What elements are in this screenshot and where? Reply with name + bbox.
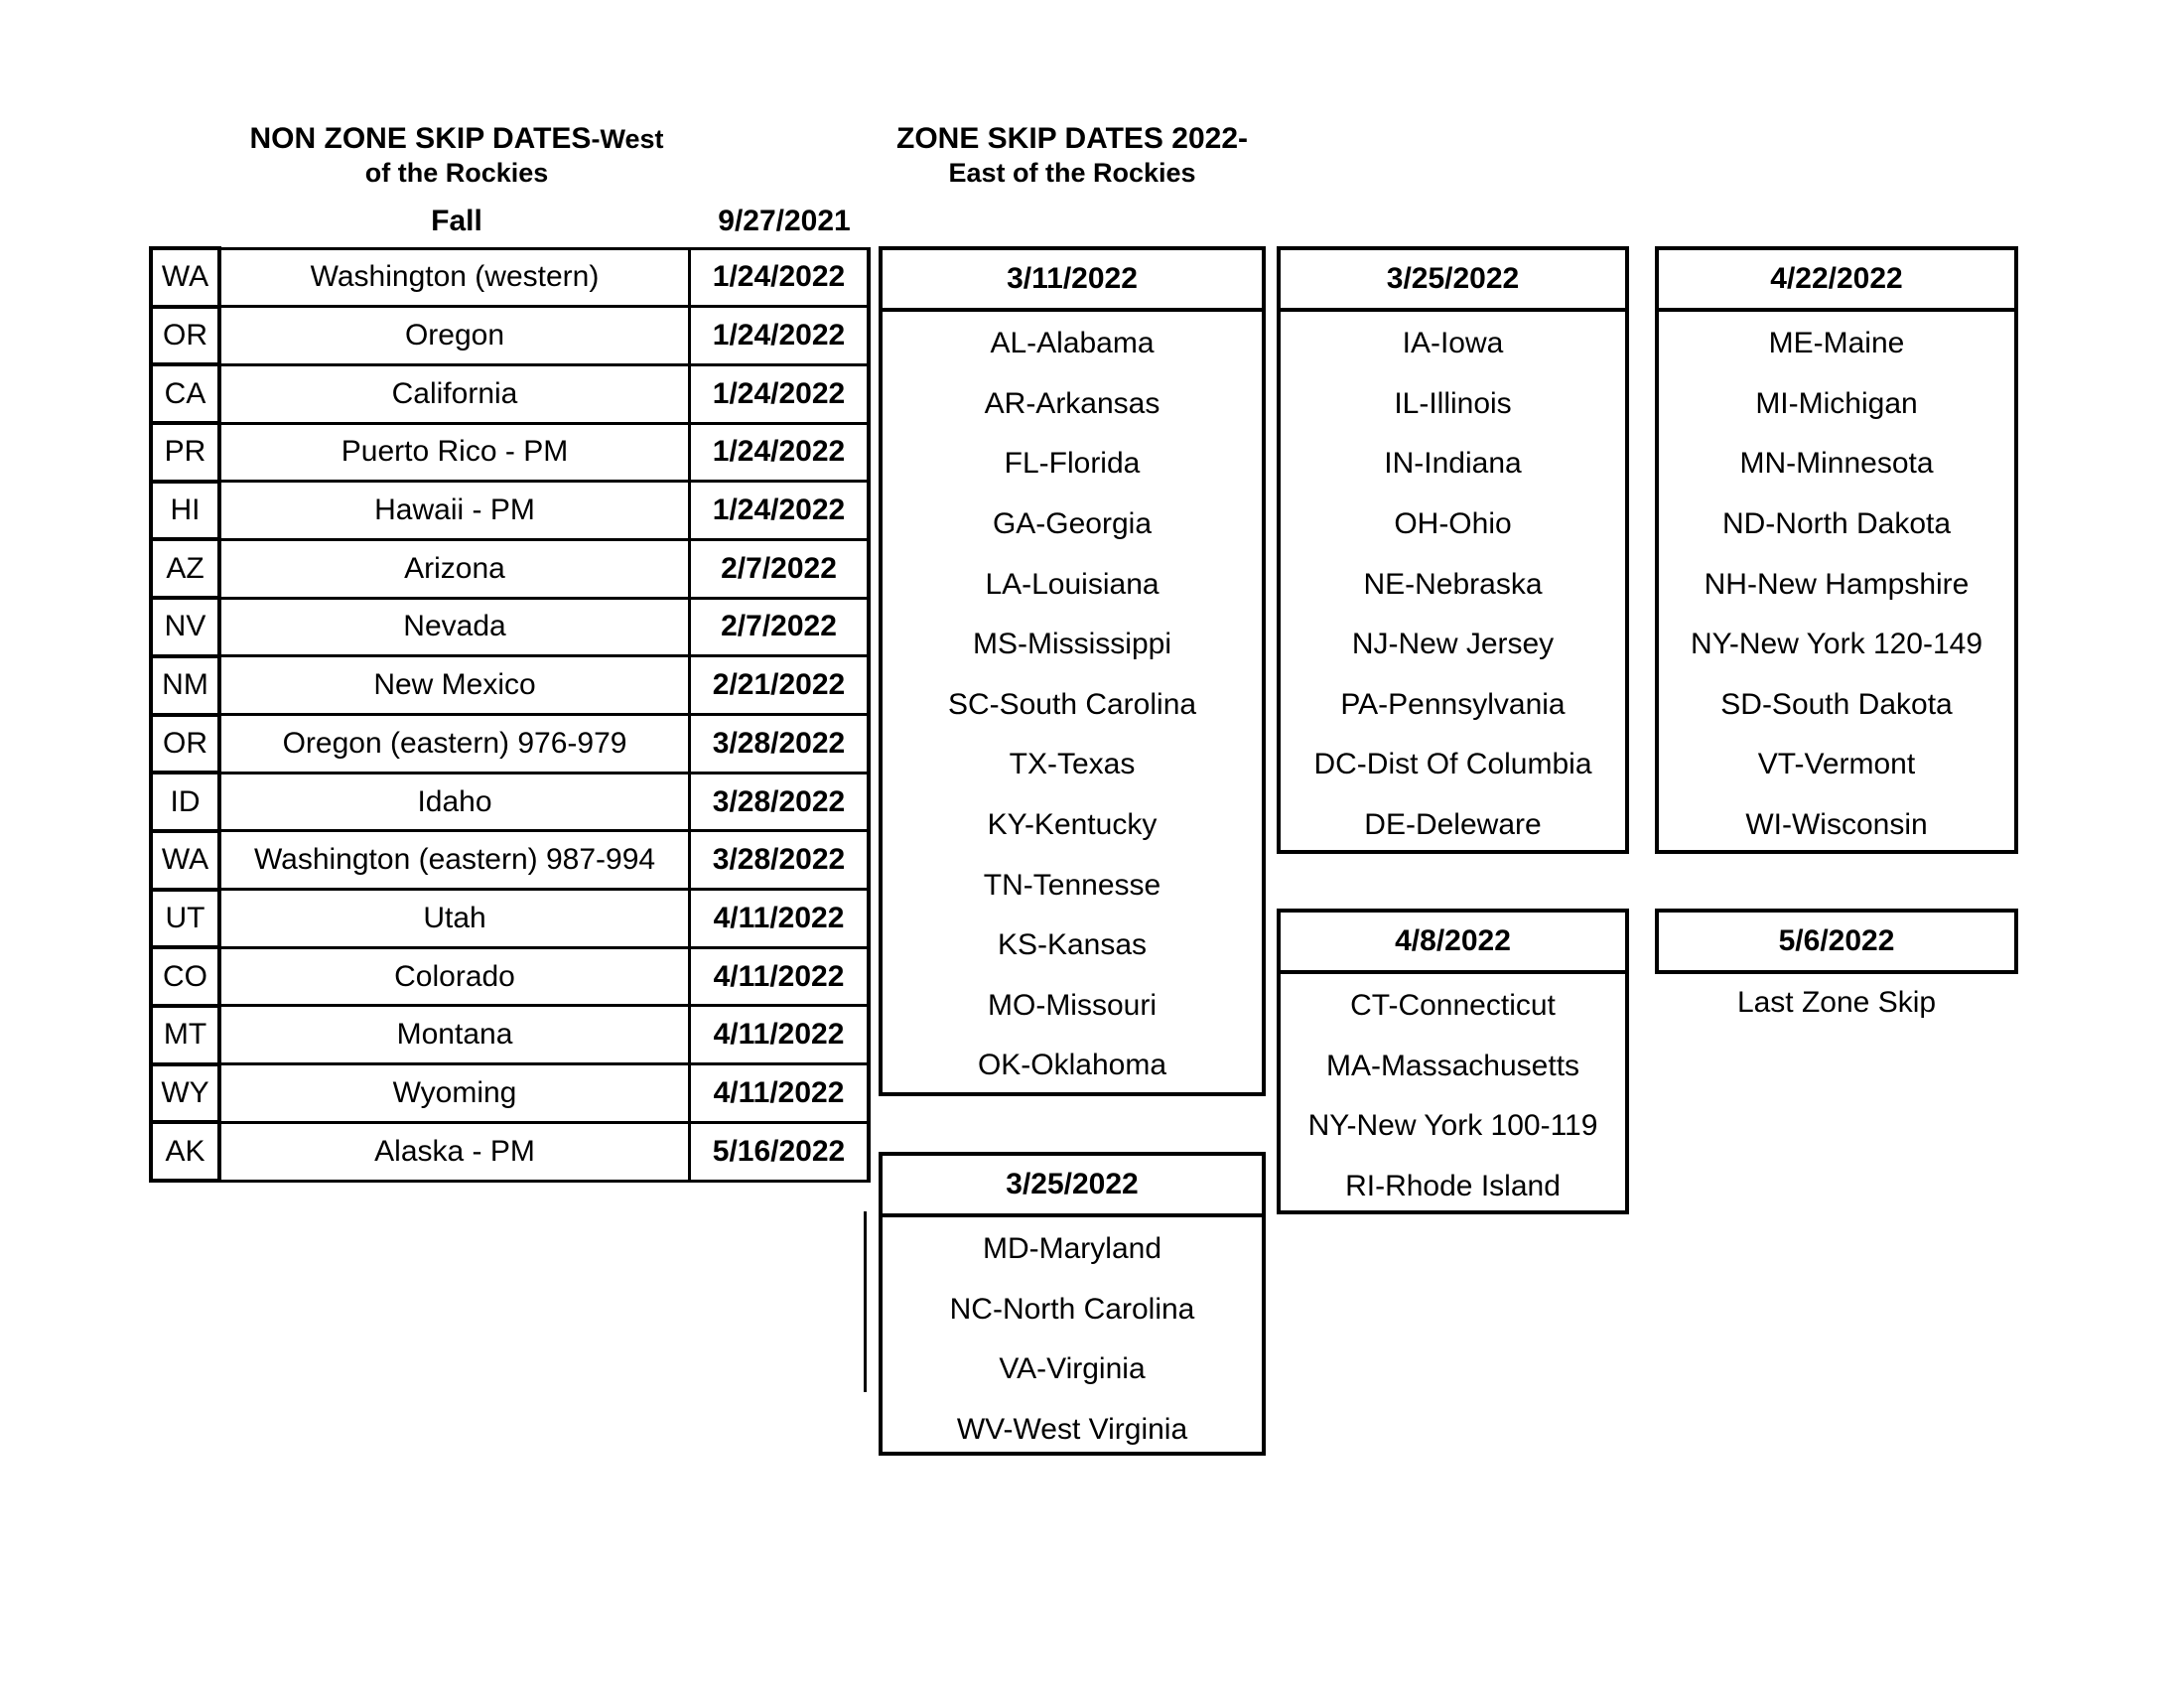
list-item: LA-Louisiana — [985, 567, 1160, 601]
skip-date: 1/24/2022 — [690, 482, 870, 540]
zone-date: 4/8/2022 — [1281, 913, 1625, 974]
zone-date: 4/22/2022 — [1659, 250, 2014, 312]
list-item: OK-Oklahoma — [977, 1049, 1167, 1082]
zone-date: 3/11/2022 — [883, 250, 1262, 312]
table-row — [151, 307, 869, 365]
state-abbr: AK — [151, 1122, 219, 1181]
list-item: TX-Texas — [1009, 748, 1136, 781]
state-abbr: WY — [151, 1064, 219, 1123]
state-name: Alaska - PM — [219, 1122, 690, 1181]
skip-date: 4/11/2022 — [690, 890, 870, 948]
skip-date: 2/21/2022 — [690, 656, 870, 715]
table-row — [151, 1006, 869, 1064]
season-date: 9/27/2021 — [718, 205, 851, 237]
skip-date: 3/28/2022 — [690, 715, 870, 774]
skip-date: 5/16/2022 — [690, 1122, 870, 1181]
list-item: AL-Alabama — [990, 327, 1155, 360]
list-item: RI-Rhode Island — [1345, 1170, 1561, 1203]
table-row — [151, 248, 869, 307]
season-label: Fall — [431, 205, 482, 237]
state-abbr: MT — [151, 1006, 219, 1064]
list-item: SD-South Dakota — [1720, 687, 1953, 721]
zone-date: 5/6/2022 — [1778, 924, 1895, 957]
table-row — [151, 598, 869, 656]
list-item: VT-Vermont — [1757, 748, 1916, 781]
state-abbr: WA — [151, 248, 219, 307]
table-row — [151, 831, 869, 890]
state-name: Nevada — [219, 598, 690, 656]
west-skip-table — [149, 246, 871, 1183]
list-item: AR-Arkansas — [984, 386, 1160, 420]
zone-box-4-8 — [1277, 909, 1629, 1214]
list-item: MO-Missouri — [988, 988, 1157, 1022]
state-abbr: CA — [151, 364, 219, 423]
skip-date: 1/24/2022 — [690, 423, 870, 482]
skip-date: 2/7/2022 — [690, 539, 870, 598]
zone-date: 3/25/2022 — [883, 1156, 1262, 1217]
zone-date: 3/25/2022 — [1281, 250, 1625, 312]
table-row — [151, 947, 869, 1006]
state-name: California — [219, 364, 690, 423]
state-name: Washington (western) — [219, 248, 690, 307]
state-name: New Mexico — [219, 656, 690, 715]
list-item: WI-Wisconsin — [1745, 808, 1928, 842]
east-title: ZONE SKIP DATES 2022- — [896, 122, 1248, 155]
state-name: Montana — [219, 1006, 690, 1064]
state-name: Oregon — [219, 307, 690, 365]
state-abbr: OR — [151, 715, 219, 774]
list-item: KS-Kansas — [997, 928, 1148, 962]
skip-date: 1/24/2022 — [690, 248, 870, 307]
zone-box-3-25-midwest — [1277, 246, 1629, 854]
zone-box-3-25-south — [879, 1152, 1266, 1456]
state-name: Washington (eastern) 987-994 — [219, 831, 690, 890]
list-item: GA-Georgia — [992, 507, 1153, 541]
list-item: CT-Connecticut — [1350, 989, 1556, 1023]
state-name: Wyoming — [219, 1064, 690, 1123]
list-item: KY-Kentucky — [987, 808, 1158, 842]
list-item: FL-Florida — [1004, 447, 1141, 481]
list-item: MD-Maryland — [982, 1232, 1162, 1266]
zone-box-5-6 — [1655, 909, 2018, 974]
skip-date: 4/11/2022 — [690, 1006, 870, 1064]
state-abbr: WA — [151, 831, 219, 890]
list-item: IL-Illinois — [1394, 386, 1512, 420]
list-item: MA-Massachusetts — [1325, 1049, 1580, 1082]
skip-date: 4/11/2022 — [690, 1064, 870, 1123]
state-abbr: HI — [151, 482, 219, 540]
list-item: NY-New York 120-149 — [1690, 628, 1983, 661]
state-abbr: CO — [151, 947, 219, 1006]
list-item: MN-Minnesota — [1739, 447, 1934, 481]
state-abbr: NV — [151, 598, 219, 656]
last-zone-skip-note: Last Zone Skip — [1736, 986, 1937, 1019]
table-row — [151, 1064, 869, 1123]
list-item: NJ-New Jersey — [1351, 628, 1555, 661]
skip-date: 3/28/2022 — [690, 831, 870, 890]
list-item: NC-North Carolina — [949, 1292, 1195, 1326]
state-name: Utah — [219, 890, 690, 948]
table-row — [151, 656, 869, 715]
list-item: DE-Deleware — [1364, 808, 1542, 842]
list-item: MI-Michigan — [1755, 386, 1918, 420]
list-item: DC-Dist Of Columbia — [1313, 748, 1592, 781]
west-title-main: NON ZONE SKIP DATES — [249, 122, 592, 155]
table-row — [151, 715, 869, 774]
state-abbr: OR — [151, 307, 219, 365]
state-name: Colorado — [219, 947, 690, 1006]
list-item: ND-North Dakota — [1721, 507, 1952, 541]
west-title-suffix: -West — [591, 124, 664, 154]
table-row — [151, 890, 869, 948]
list-item: IA-Iowa — [1402, 327, 1504, 360]
list-item: SC-South Carolina — [947, 687, 1197, 721]
skip-date: 1/24/2022 — [690, 307, 870, 365]
list-item: PA-Pennsylvania — [1340, 687, 1566, 721]
skip-date: 1/24/2022 — [690, 364, 870, 423]
table-row — [151, 773, 869, 831]
list-item: OH-Ohio — [1394, 507, 1512, 541]
list-item: IN-Indiana — [1384, 447, 1522, 481]
skip-date: 3/28/2022 — [690, 773, 870, 831]
state-abbr: ID — [151, 773, 219, 831]
state-abbr: AZ — [151, 539, 219, 598]
table-row — [151, 1122, 869, 1181]
table-row — [151, 482, 869, 540]
divider-line — [864, 1211, 867, 1392]
state-abbr: UT — [151, 890, 219, 948]
table-row — [151, 364, 869, 423]
west-subtitle: of the Rockies — [364, 158, 549, 188]
state-abbr: PR — [151, 423, 219, 482]
list-item: NY-New York 100-119 — [1307, 1109, 1598, 1143]
state-name: Puerto Rico - PM — [219, 423, 690, 482]
list-item: VA-Virginia — [999, 1352, 1146, 1386]
list-item: TN-Tennesse — [983, 868, 1161, 902]
table-row — [151, 539, 869, 598]
skip-date: 2/7/2022 — [690, 598, 870, 656]
state-abbr: NM — [151, 656, 219, 715]
zone-box-3-11 — [879, 246, 1266, 1096]
zone-box-4-22 — [1655, 246, 2018, 854]
list-item: NE-Nebraska — [1363, 567, 1543, 601]
state-name: Arizona — [219, 539, 690, 598]
table-row — [151, 423, 869, 482]
list-item: NH-New Hampshire — [1704, 567, 1970, 601]
skip-date: 4/11/2022 — [690, 947, 870, 1006]
state-name: Idaho — [219, 773, 690, 831]
list-item: WV-West Virginia — [956, 1413, 1188, 1447]
east-subtitle: East of the Rockies — [948, 158, 1196, 188]
state-name: Hawaii - PM — [219, 482, 690, 540]
west-title — [199, 121, 715, 157]
state-name: Oregon (eastern) 976-979 — [219, 715, 690, 774]
list-item: ME-Maine — [1768, 327, 1905, 360]
list-item: MS-Mississippi — [972, 628, 1171, 661]
